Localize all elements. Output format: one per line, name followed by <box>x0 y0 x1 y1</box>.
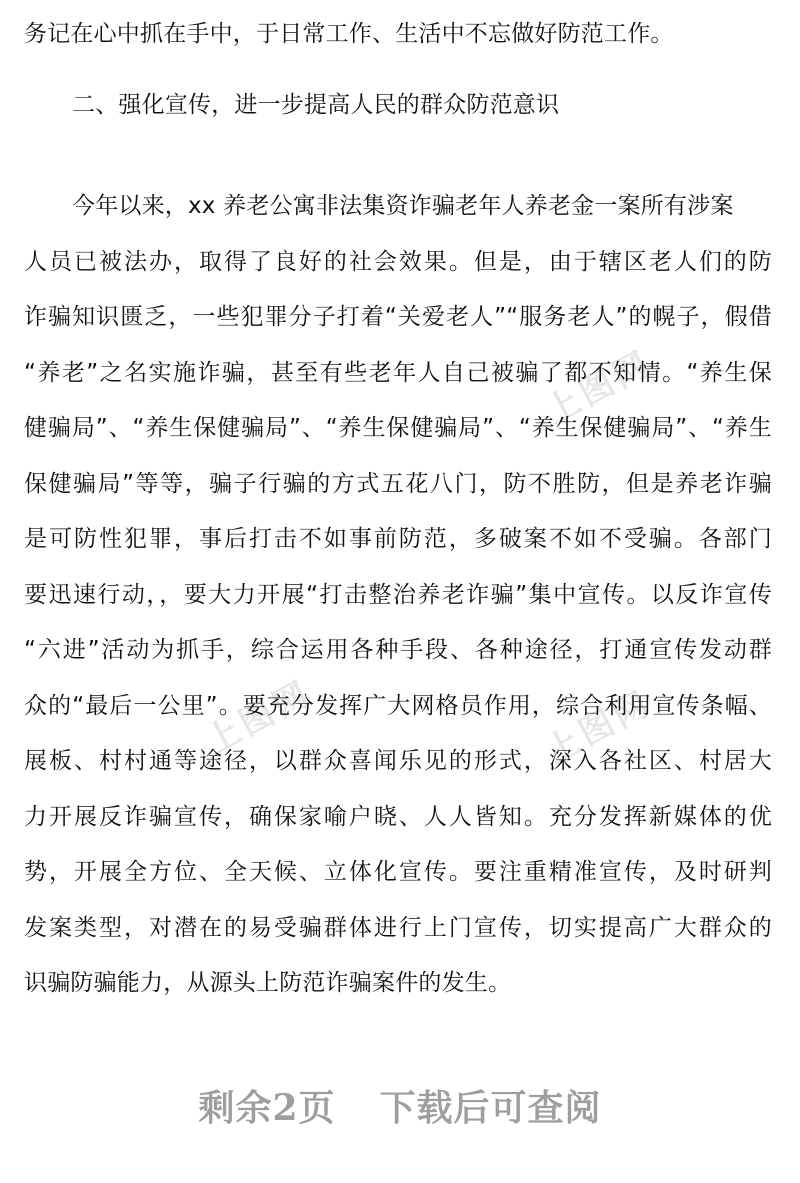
body-text-line: 健骗局”、“养生保健骗局”、“养生保健骗局”、“养生保健骗局”、“养生 <box>24 415 772 441</box>
body-text-line: 众的“最后一公里”。要充分发挥广大网格员作用，综合利用宣传条幅、 <box>24 693 772 719</box>
watermark-logo: 上图网 <box>538 343 659 433</box>
body-text-line: 展板、村村通等途径，以群众喜闻乐见的形式，深入各社区、村居大 <box>24 748 772 774</box>
body-text-line: 势，开展全方位、全天候、立体化宣传。要注重精准宣传，及时研判 <box>24 859 772 885</box>
body-text-line: 诈骗知识匮乏，一些犯罪分子打着“关爱老人”“服务老人”的幌子，假借 <box>24 304 772 330</box>
body-text-line: 力开展反诈骗宣传，确保家喻户晓、人人皆知。充分发挥新媒体的优 <box>24 804 772 830</box>
section-heading: 二、强化宣传，进一步提高人民的群众防范意识 <box>72 92 560 118</box>
body-text-line: “养老”之名实施诈骗，甚至有些老年人自己被骗了都不知情。“养生保 <box>24 360 772 386</box>
body-text-line: 是可防性犯罪，事后打击不如事前防范，多破案不如不受骗。各部门 <box>24 526 772 552</box>
download-prompt-banner[interactable] <box>0 1080 800 1131</box>
body-text-line: 今年以来，xx 养老公寓非法集资诈骗老年人养老金一案所有涉案 <box>72 193 734 219</box>
body-text-line: 发案类型，对潜在的易受骗群体进行上门宣传，切实提高广大群众的 <box>24 915 772 941</box>
remaining-pages-label: 剩余2页 <box>198 1087 336 1129</box>
watermark-logo: 上图网 <box>538 683 659 773</box>
body-text-line: 要迅速行动，，要大力开展“打击整治养老诈骗”集中宣传。以反诈宣传 <box>24 582 772 608</box>
body-text-line: 识骗防骗能力，从源头上防范诈骗案件的发生。 <box>24 970 512 996</box>
download-to-view-label: 下载后可查阅 <box>379 1087 602 1129</box>
body-text-line: “六进”活动为抓手，综合运用各种手段、各种途径，打通宣传发动群 <box>24 637 772 663</box>
body-text-line: 务记在心中抓在手中，于日常工作、生活中不忘做好防范工作。 <box>24 21 674 47</box>
body-text-line: 人员已被法办，取得了良好的社会效果。但是，由于辖区老人们的防 <box>24 249 772 275</box>
body-text-line: 保健骗局”等等，骗子行骗的方式五花八门，防不胜防，但是养老诈骗 <box>24 471 772 497</box>
watermark-logo: 上图网 <box>198 673 319 763</box>
